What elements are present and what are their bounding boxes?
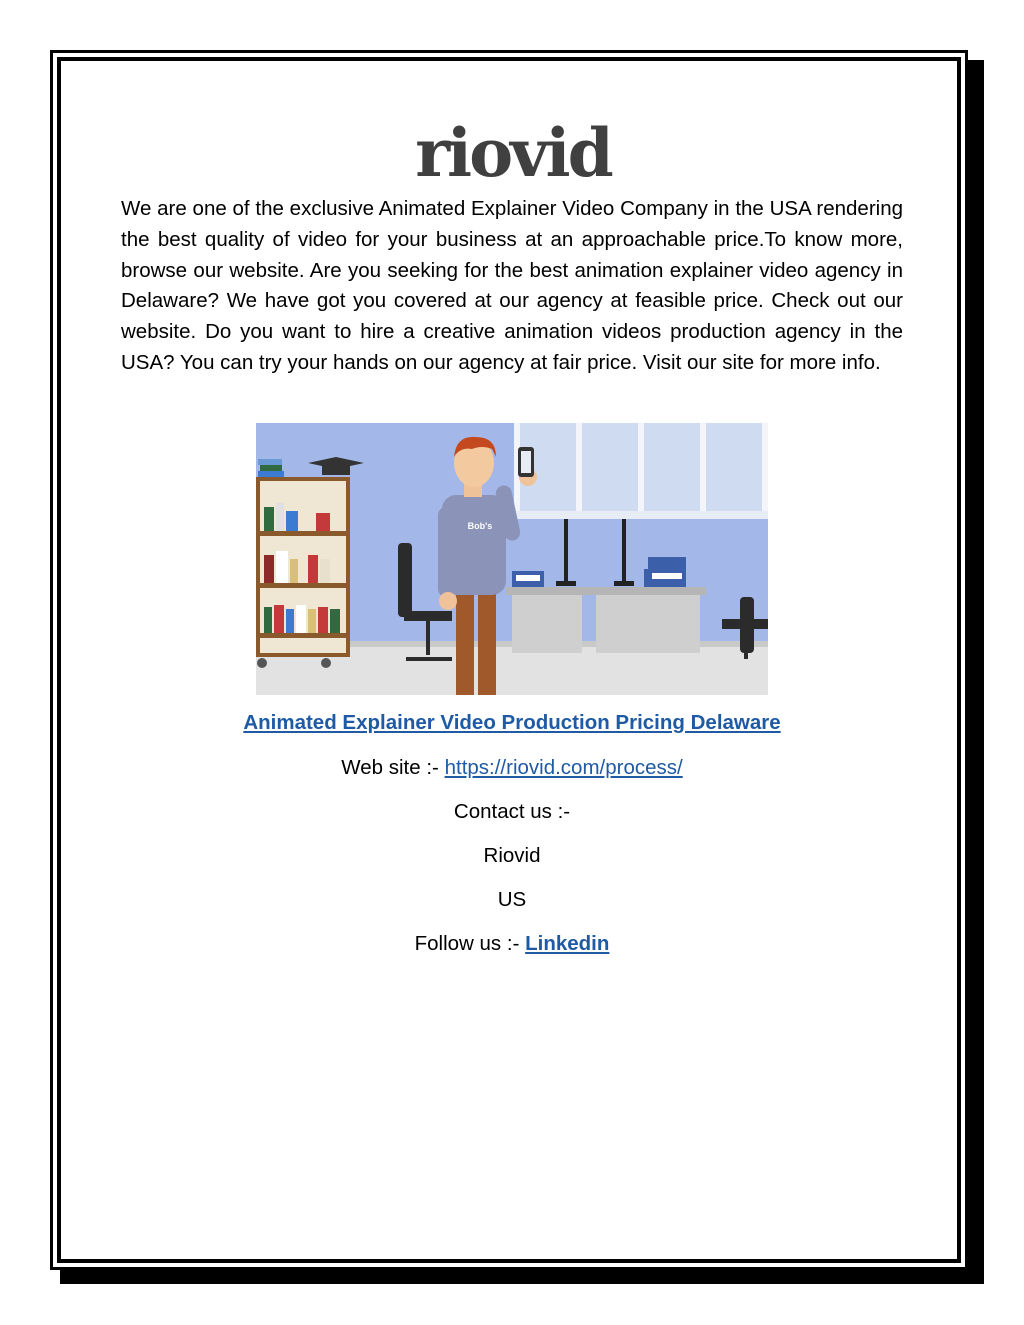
company-name: Riovid: [483, 844, 541, 867]
country-name: US: [497, 888, 527, 911]
intro-paragraph: We are one of the exclusive Animated Explainer Video Company in the USA rendering the best quality of video for your business at an approachable price.To know more, browse our website. Are you seeking for the best animation explainer video agency in Delaware? We have got you covered at our agency at feasible price. Check out our website. Do you want to hire a creative animation videos production agency in the USA? You can try your hands on our agency at fair price. Visit our site for more info.: [121, 197, 903, 374]
linkedin-link[interactable]: Linkedin: [525, 932, 610, 955]
riovid-logo: [408, 112, 618, 184]
office-illustration: [256, 423, 768, 695]
shirt-text: Bob's: [467, 521, 493, 531]
website-line: [0, 756, 1024, 780]
pricing-title-link[interactable]: Animated Explainer Video Production Pricing Delaware: [243, 711, 781, 734]
website-url-link[interactable]: https://riovid.com/process/: [444, 756, 683, 779]
window: [506, 423, 768, 519]
follow-line: [0, 932, 1024, 956]
follow-label: Follow us :-: [414, 932, 520, 955]
contact-label: Contact us :-: [453, 800, 571, 823]
website-label: Web site :-: [341, 756, 439, 779]
logo-text: riovid: [415, 114, 611, 184]
bookshelf: [256, 457, 364, 668]
